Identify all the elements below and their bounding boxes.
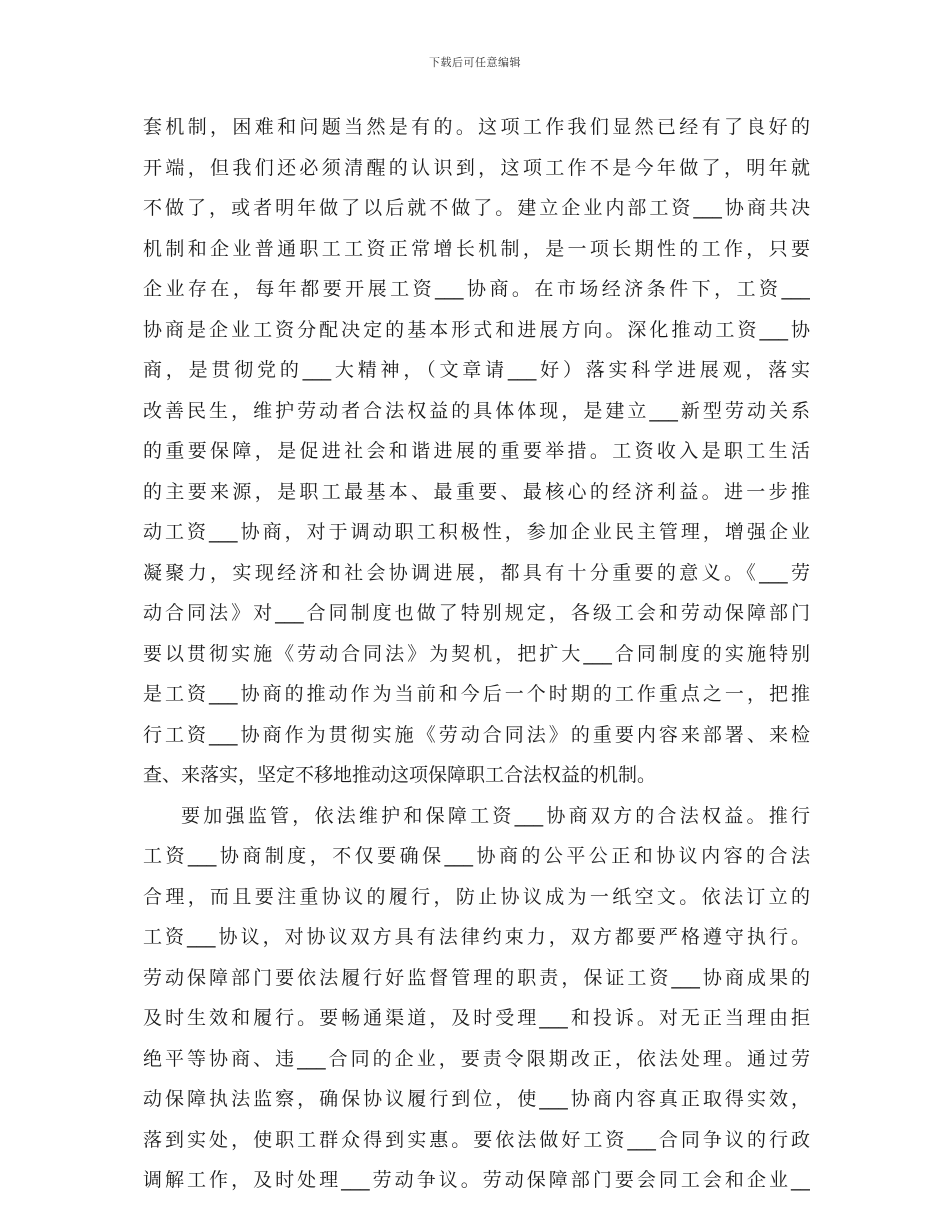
text-line: 凝聚力，实现经济和社会协调进展，都具有十分重要的意义。《___劳 — [143, 561, 810, 584]
text-line: 动工资___协商，对于调动职工积极性，参加企业民主管理，增强企业 — [143, 521, 810, 543]
text-line: 绝平等协商、违___合同的企业，要责令限期改正，依法处理。通过劳 — [143, 1047, 810, 1070]
paragraph-1 — [143, 107, 810, 796]
text-line: 调解工作，及时处理___劳动争议。劳动保障部门要会同工会和企业__ — [143, 1169, 810, 1191]
text-line: 落到实处，使职工群众得到实惠。要依法做好工资___合同争议的行政 — [143, 1128, 810, 1151]
text-line: 是工资___协商的推动作为当前和今后一个时期的工作重点之一，把推 — [143, 683, 810, 705]
text-line: 套机制，困难和问题当然是有的。这项工作我们显然已经有了良好的 — [143, 116, 810, 138]
text-line: 合理，而且要注重协议的履行，防止协议成为一纸空文。依法订立的 — [143, 885, 810, 908]
text-line: 动合同法》对___合同制度也做了特别规定，各级工会和劳动保障部门 — [143, 602, 810, 624]
text-line: 企业存在，每年都要开展工资___协商。在市场经济条件下，工资___ — [143, 278, 810, 300]
text-line: 的主要来源，是职工最基本、最重要、最核心的经济利益。进一步推 — [143, 480, 810, 503]
text-line: 开端，但我们还必须清醒的认识到，这项工作不是今年做了，明年就 — [143, 156, 810, 179]
text-line: 改善民生，维护劳动者合法权益的具体体现，是建立___新型劳动关系 — [143, 399, 810, 422]
text-line: 查、来落实，坚定不移地推动这项保障职工合法权益的机制。 — [143, 764, 657, 786]
text-line: 劳动保障部门要依法履行好监督管理的职责，保证工资___协商成果的 — [143, 966, 810, 989]
text-line: 不做了，或者明年做了以后就不做了。建立企业内部工资___协商共决 — [143, 197, 810, 219]
paragraph-2 — [143, 796, 810, 1201]
text-line: 工资___协商制度，不仅要确保___协商的公平公正和协议内容的合法 — [143, 845, 810, 867]
document-body — [143, 107, 810, 1201]
page-header-note: 下载后可任意编辑 — [429, 56, 521, 69]
text-line: 的重要保障，是促进社会和谐进展的重要举措。工资收入是职工生活 — [143, 440, 810, 462]
text-line: 行工资___协商作为贯彻实施《劳动合同法》的重要内容来部署、来检 — [143, 723, 810, 746]
text-line: 商，是贯彻党的___大精神，（文章请___好）落实科学进展观，落实 — [143, 359, 810, 381]
text-line: 协商是企业工资分配决定的基本形式和进展方向。深化推动工资___协 — [143, 318, 810, 341]
text-line: 及时生效和履行。要畅通渠道，及时受理___和投诉。对无正当理由拒 — [143, 1007, 810, 1029]
text-line: 机制和企业普通职工工资正常增长机制，是一项长期性的工作，只要 — [143, 237, 810, 260]
text-line: 要以贯彻实施《劳动合同法》为契机，把扩大___合同制度的实施特别 — [143, 642, 810, 665]
text-line: 工资___协议，对协议双方具有法律约束力，双方都要严格遵守执行。 — [143, 926, 810, 948]
text-line: 动保障执法监察，确保协议履行到位，使___协商内容真正取得实效， — [143, 1088, 810, 1110]
text-line: 要加强监管，依法维护和保障工资___协商双方的合法权益。推行 — [181, 804, 810, 827]
